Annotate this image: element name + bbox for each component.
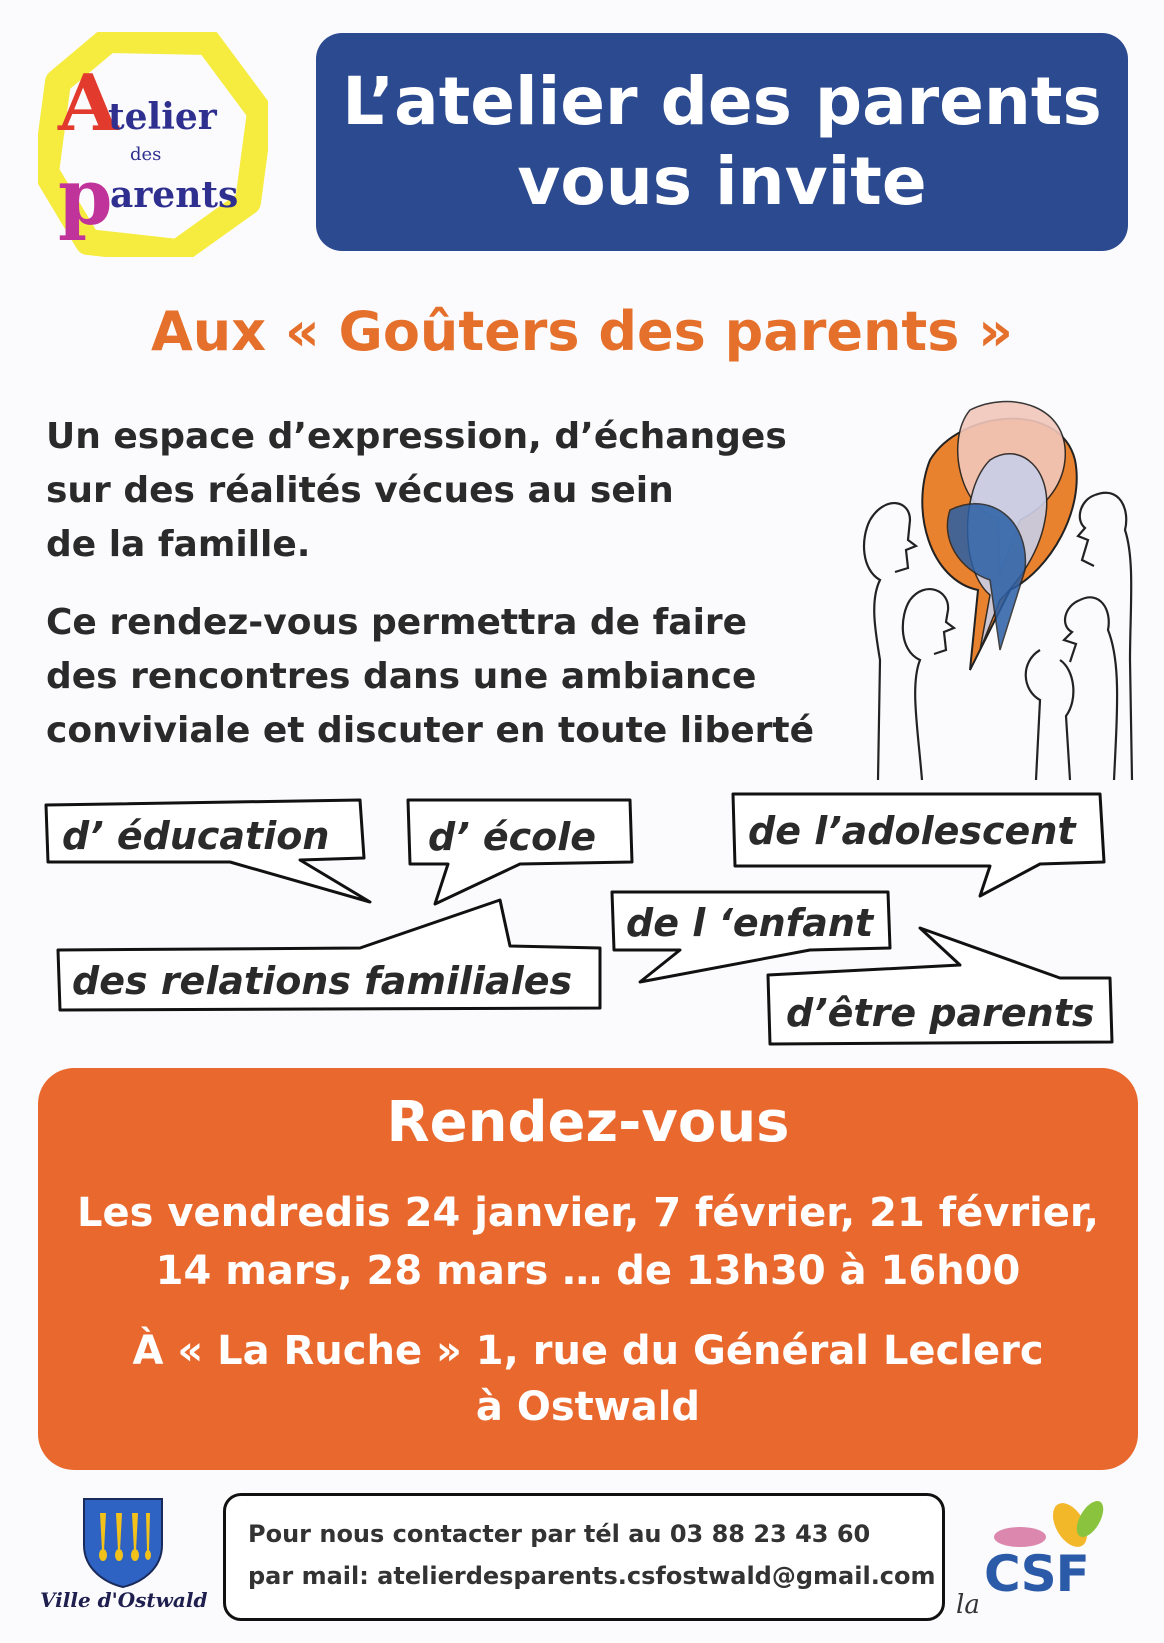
rendezvous-line: conviviale et discuter en toute liberté: [46, 710, 815, 751]
title-line-1: L’atelier des parents: [342, 63, 1102, 140]
dates-line-2: 14 mars, 28 mars … de 13h30 à 16h00: [155, 1248, 1021, 1294]
intro-line: Un espace d’expression, d’échanges: [46, 416, 787, 457]
people-talking-illustration: [850, 400, 1150, 790]
place-line-1: À « La Ruche » 1, rue du Général Leclerc: [132, 1328, 1044, 1374]
contact-email-line: par mail: atelierdesparents.csfostwald@gmail.com: [248, 1562, 936, 1590]
rendezvous-title: Rendez-vous: [386, 1090, 790, 1155]
logo-letter-p: p: [58, 152, 113, 243]
contact-phone-line: Pour nous contacter par tél au 03 88 23 43 60: [248, 1520, 871, 1548]
logo-word-parents: arents: [110, 174, 239, 216]
bubble-enfant-label: de l ‘enfant: [626, 901, 874, 945]
intro-paragraph: [46, 410, 787, 572]
csf-logo-text: CSF: [984, 1545, 1089, 1603]
place-line-2: à Ostwald: [475, 1384, 701, 1430]
rendezvous-box: [38, 1068, 1138, 1470]
ostwald-coat-of-arms-icon: [80, 1495, 166, 1590]
ville-ostwald-label: Ville d'Ostwald: [40, 1588, 208, 1612]
rendezvous-line: Ce rendez-vous permettra de faire: [46, 602, 748, 643]
atelier-des-parents-logo: [38, 32, 268, 257]
event-subtitle: Aux « Goûters des parents »: [150, 300, 1014, 363]
bubble-ecole-label: d’ école: [428, 815, 597, 859]
title-line-2: vous invite: [517, 143, 927, 220]
rendezvous-line: des rencontres dans une ambiance: [46, 656, 757, 697]
csf-la-text: la: [956, 1590, 980, 1620]
dates-line-1: Les vendredis 24 janvier, 7 février, 21 février,: [77, 1190, 1099, 1236]
intro-line: sur des réalités vécues au sein: [46, 470, 674, 511]
logo-letter-a: A: [58, 58, 119, 149]
bubble-relations-label: des relations familiales: [72, 959, 573, 1003]
bubble-etre-parents-label: d’être parents: [786, 991, 1095, 1035]
contact-box: [223, 1493, 945, 1621]
intro-line: de la famille.: [46, 524, 311, 565]
bubble-education-label: d’ éducation: [62, 814, 330, 858]
topics-speech-bubbles: [0, 780, 1164, 1060]
logo-word-atelier: telier: [108, 96, 217, 138]
rendezvous-paragraph: [46, 596, 814, 758]
bubble-adolescent-label: de l’adolescent: [748, 809, 1076, 853]
title-banner: [316, 33, 1128, 251]
logo-word-des: des: [130, 144, 162, 165]
